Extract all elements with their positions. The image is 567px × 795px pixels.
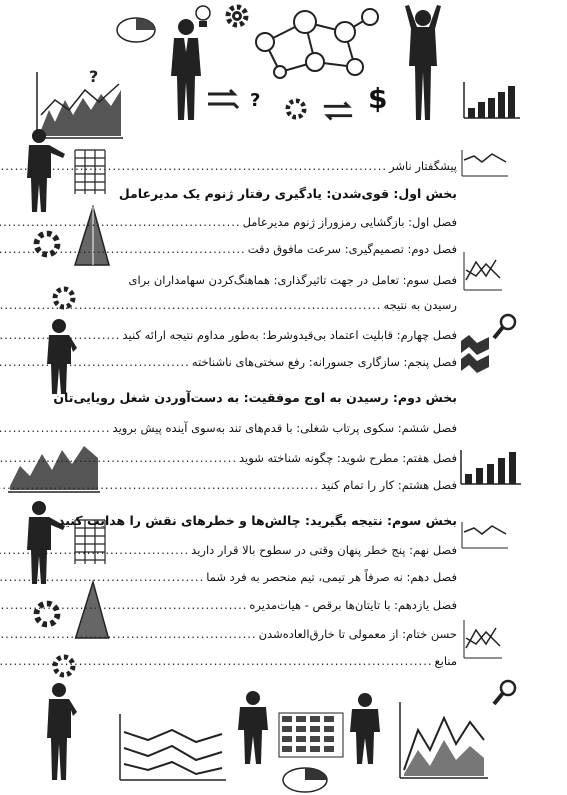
- toc-entry-closing[interactable]: حسن ختام: از معمولی تا خارق‌العاده‌شدن .....: [112, 626, 457, 642]
- toc-entry-chapter-10[interactable]: فصل دهم: نه صرفاً هر تیمی، تیم منحصر به فرد شما .....: [112, 569, 457, 585]
- toc-entry-chapter-2[interactable]: فصل دوم: تصمیم‌گیری: سرعت مافوق دقت .....: [112, 241, 457, 257]
- toc-entry-chapter-4[interactable]: فصل چهارم: قابلیت اعتماد بی‌قیدوشرط: به‌طور مداوم نتیجه ارائه کنید .....: [112, 327, 457, 343]
- line-chart-icon: [460, 520, 510, 550]
- data-table-icon: [278, 712, 344, 758]
- businessman-icon: [168, 18, 204, 122]
- svg-text:?: ?: [89, 67, 99, 86]
- toc-entry-chapter-9[interactable]: فصل نهم: پنج خطر پنهان وقتی در سطوح بالا قرار دارید .....: [112, 542, 457, 558]
- zigzag-chart-icon: [459, 333, 491, 373]
- lightbulb-icon: [193, 4, 213, 30]
- magnifier-icon: [492, 678, 518, 706]
- businessman-celebrating-icon: [403, 4, 443, 122]
- swap-arrows-icon: [322, 100, 354, 122]
- line-chart-sketch-icon: [398, 700, 490, 780]
- gear-icon: [285, 98, 307, 120]
- line-chart-icon: [460, 148, 510, 178]
- question-mark-icon: ?: [250, 90, 261, 111]
- pie-chart-icon: [280, 762, 330, 794]
- part-heading-1: بخش اول: قوی‌شدن: یادگیری رفتار ژنوم یک مدیرعامل: [118, 186, 457, 201]
- toc-entry-chapter-3[interactable]: رسیدن به نتیجه .....: [112, 297, 457, 313]
- pie-chart-icon: [114, 10, 158, 46]
- network-molecule-icon: [245, 2, 385, 80]
- toc-entry-sources[interactable]: منابع .....: [112, 653, 457, 669]
- part-heading-2: بخش دوم: رسیدن به اوج موفقیت: به دست‌آوردن شغل رویایی‌تان: [53, 390, 457, 405]
- line-chart-icon: [462, 250, 504, 292]
- line-chart-icon: [462, 618, 504, 660]
- dollar-icon: $: [368, 82, 388, 115]
- toc-entry-chapter-8[interactable]: فصل هشتم: کار را تمام کنید .....: [112, 477, 457, 493]
- toc-entry-chapter-5[interactable]: فصل پنجم: سازگاری جسورانه: رفع سختی‌های ناشناخته .....: [112, 354, 457, 370]
- part-heading-3: بخش سوم: نتیجه بگیرید: چالش‌ها و خطرهای نقش را هدایت کنید: [57, 513, 457, 528]
- toc-entry-chapter-1[interactable]: فصل اول: بازگشایی رمزوراز ژنوم مدیرعامل .....: [112, 214, 457, 230]
- bar-chart-icon: [459, 448, 523, 486]
- line-chart-sketch-icon: [118, 712, 228, 782]
- businessman-icon: [45, 682, 89, 782]
- toc-entry-chapter-7[interactable]: فصل هفتم: مطرح شوید: چگونه شناخته شوید .....: [112, 450, 457, 466]
- toc-entry-chapter-6[interactable]: فصل ششم: سکوی پرتاب شغلی: با قدم‌های تند به‌سوی آینده پیش بروید .....: [112, 420, 457, 436]
- gear-icon: [225, 4, 249, 28]
- magnifier-icon: [492, 312, 518, 340]
- toc-entry-chapter-11[interactable]: فصل یازدهم: با تایتان‌ها برقص - هیات‌مدیره .....: [112, 597, 457, 613]
- bar-chart-icon: [462, 80, 522, 120]
- businessman-back-icon: [236, 690, 270, 766]
- swap-arrows-icon: [206, 88, 240, 110]
- toc-entry-preface[interactable]: پیشگفتار ناشر .....: [112, 158, 457, 174]
- businessman-icon: [348, 692, 382, 766]
- toc-entry-chapter-3-line-1[interactable]: فصل سوم: تعامل در جهت تاثیرگذاری: هماهنگ‌کردن سهامداران برای: [128, 273, 457, 287]
